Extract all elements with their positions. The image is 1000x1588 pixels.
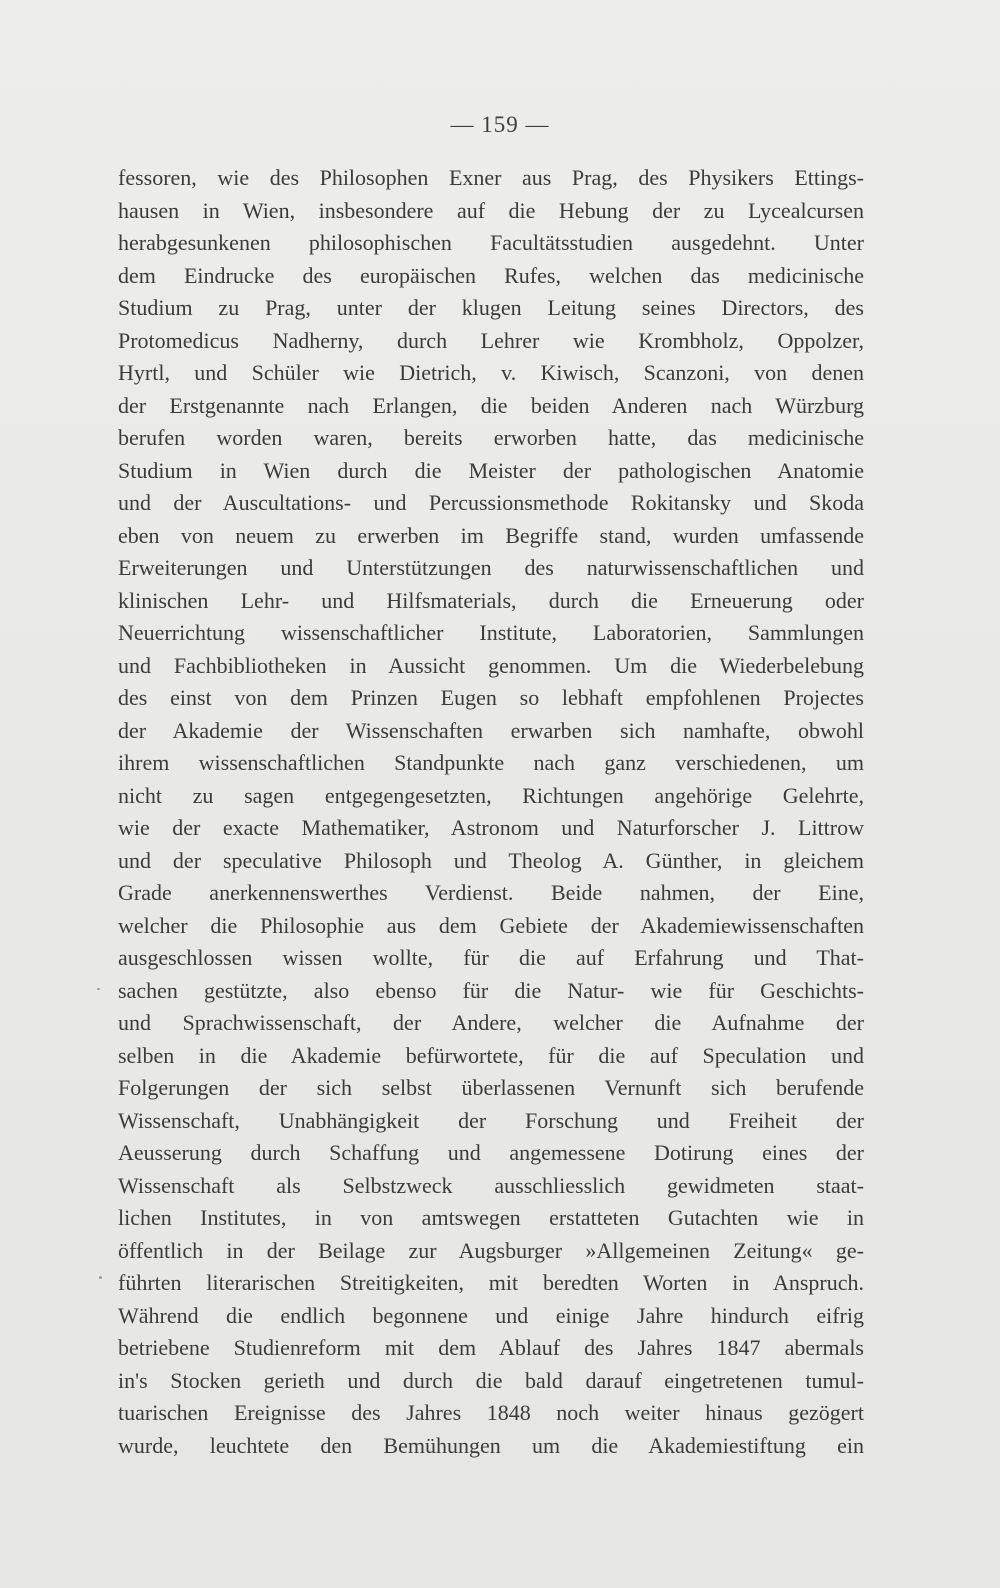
text-line: berufen worden waren, bereits erworben hatte, das medicinische	[118, 425, 864, 450]
text-line: Hyrtl, und Schüler wie Dietrich, v. Kiwisch, Scanzoni, von denen	[118, 360, 864, 385]
text-line: ausgeschlossen wissen wollte, für die auf Erfahrung und That-	[118, 945, 864, 970]
text-line: Wissenschaft, Unabhängigkeit der Forschung und Freiheit der	[118, 1107, 864, 1133]
paper-speck	[99, 1276, 102, 1279]
text-line: selben in die Akademie befürwortete, für die auf Speculation und	[118, 1042, 864, 1068]
text-line: ihrem wissenschaftlichen Standpunkte nach ganz verschiedenen, um	[118, 750, 864, 775]
text-line: Grade anerkennenswerthes Verdienst. Beide nahmen, der Eine,	[118, 880, 864, 905]
text-line: der Erstgenannte nach Erlangen, die beiden Anderen nach Würzburg	[118, 392, 864, 418]
text-line: fessoren, wie des Philosophen Exner aus Prag, des Physikers Ettings-	[118, 165, 864, 190]
text-line: Studium in Wien durch die Meister der pathologischen Anatomie	[118, 457, 864, 483]
text-line: betriebene Studienreform mit dem Ablauf des Jahres 1847 abermals	[118, 1335, 864, 1360]
text-line: dem Eindrucke des europäischen Rufes, welchen das medicinische	[118, 262, 864, 288]
text-line: und der speculative Philosoph und Theolog A. Günther, in gleichem	[118, 847, 864, 873]
body-text	[118, 162, 864, 1462]
text-line: der Akademie der Wissenschaften erwarben sich namhafte, obwohl	[118, 717, 864, 743]
text-line: und der Auscultations- und Percussionsmethode Rokitansky und Skoda	[118, 490, 864, 515]
text-line: wurde, leuchtete den Bemühungen um die Akademiestiftung ein	[118, 1432, 864, 1458]
text-line: eben von neuem zu erwerben im Begriffe stand, wurden umfassende	[118, 522, 864, 548]
text-line: nicht zu sagen entgegengesetzten, Richtungen angehörige Gelehrte,	[118, 782, 864, 808]
text-line: wie der exacte Mathematiker, Astronom und Naturforscher J. Littrow	[118, 815, 864, 840]
text-line: öffentlich in der Beilage zur Augsburger »Allgemeinen Zeitung« ge-	[118, 1237, 864, 1263]
text-line: lichen Institutes, in von amtswegen erstatteten Gutachten wie in	[118, 1205, 864, 1230]
text-line: und Fachbibliotheken in Aussicht genommen. Um die Wiederbelebung	[118, 652, 864, 678]
text-line: klinischen Lehr- und Hilfsmaterials, durch die Erneuerung oder	[118, 587, 864, 613]
text-line: hausen in Wien, insbesondere auf die Hebung der zu Lycealcursen	[118, 197, 864, 223]
text-line: herabgesunkenen philosophischen Facultätsstudien ausgedehnt. Unter	[118, 230, 864, 255]
text-line: Protomedicus Nadherny, durch Lehrer wie Krombholz, Oppolzer,	[118, 327, 864, 353]
text-line: Folgerungen der sich selbst überlassenen Vernunft sich berufende	[118, 1075, 864, 1100]
text-line: Wissenschaft als Selbstzweck ausschliesslich gewidmeten staat-	[118, 1172, 864, 1198]
text-line: Aeusserung durch Schaffung und angemessene Dotirung eines der	[118, 1140, 864, 1165]
text-line: welcher die Philosophie aus dem Gebiete der Akademiewissenschaften	[118, 912, 864, 938]
text-line: Neuerrichtung wissenschaftlicher Institute, Laboratorien, Sammlungen	[118, 620, 864, 645]
text-line: des einst von dem Prinzen Eugen so lebhaft empfohlenen Projectes	[118, 685, 864, 710]
text-line: führten literarischen Streitigkeiten, mit beredten Worten in Anspruch.	[118, 1270, 864, 1295]
text-line: Studium zu Prag, unter der klugen Leitung seines Directors, des	[118, 295, 864, 320]
text-line: Während die endlich begonnene und einige Jahre hindurch eifrig	[118, 1302, 864, 1328]
page-number: — 159 —	[450, 112, 550, 137]
paper-speck	[97, 988, 100, 990]
text-line: Erweiterungen und Unterstützungen des naturwissenschaftlichen und	[118, 555, 864, 580]
text-line: tuarischen Ereignisse des Jahres 1848 noch weiter hinaus gezögert	[118, 1400, 864, 1425]
text-line: in's Stocken gerieth und durch die bald darauf eingetretenen tumul-	[118, 1367, 864, 1393]
text-line: und Sprachwissenschaft, der Andere, welcher die Aufnahme der	[118, 1010, 864, 1035]
text-line: sachen gestützte, also ebenso für die Natur- wie für Geschichts-	[118, 977, 864, 1003]
